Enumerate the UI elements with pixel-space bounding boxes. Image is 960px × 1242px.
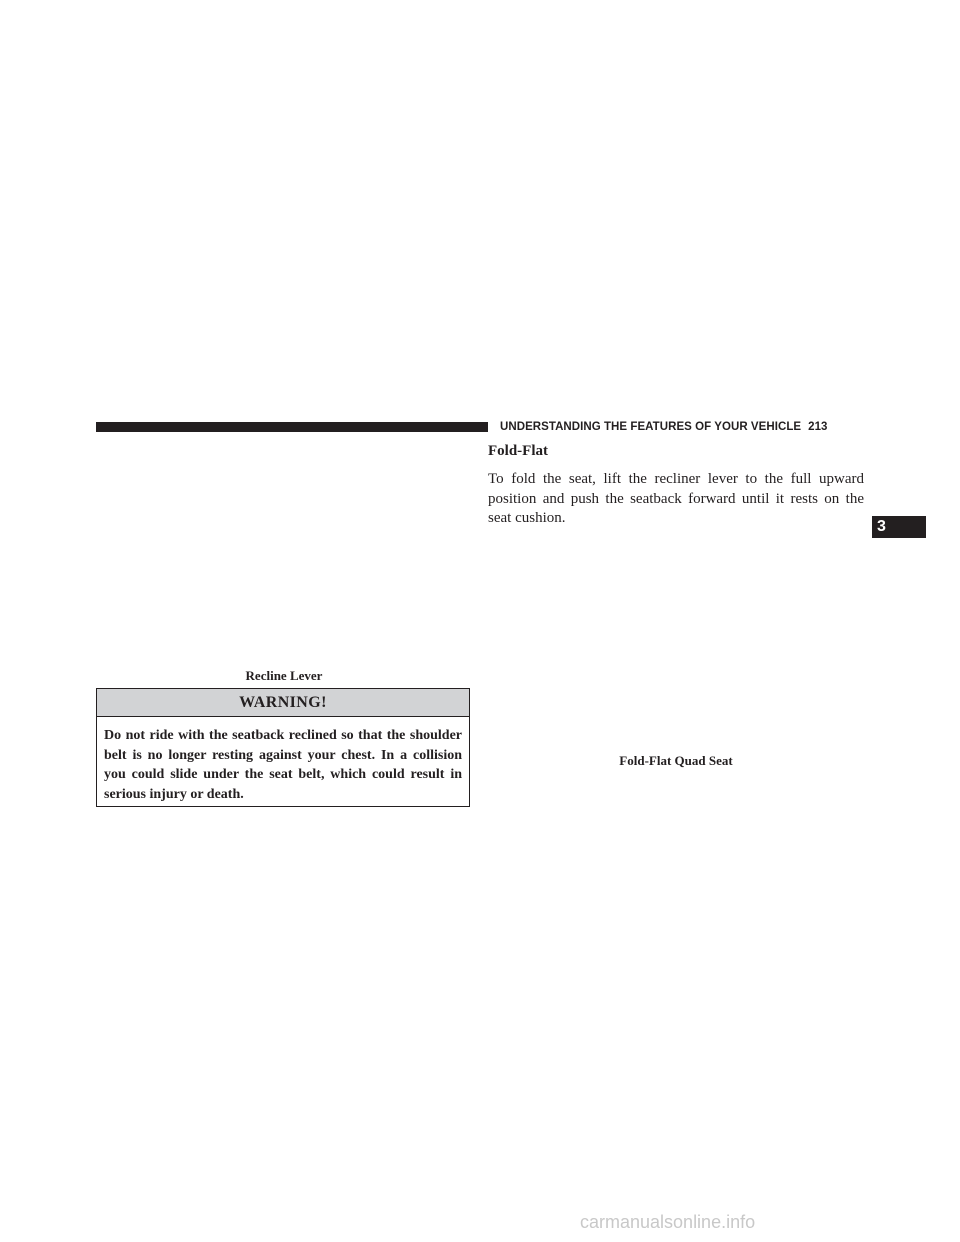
page-number: 213: [808, 421, 828, 433]
fold-flat-body: To fold the seat, lift the recliner lever to the full upward position and push the seatback forward until it rests on the seat cushion.: [488, 471, 864, 526]
fold-flat-seat-caption: Fold-Flat Quad Seat: [619, 753, 733, 768]
warning-title: WARNING!: [97, 689, 469, 717]
warning-text: Do not ride with the seatback reclined so that the shoulder belt is no longer resting against your chest. In a collision you could slide under the seat belt, which could result in serious injury or death.: [104, 728, 462, 802]
section-title: UNDERSTANDING THE FEATURES OF YOUR VEHICLE: [500, 421, 802, 433]
header-rule: [96, 422, 488, 432]
warning-box: [96, 688, 470, 807]
watermark: carmanualsonline.info: [580, 1212, 756, 1232]
fold-flat-heading: Fold-Flat: [488, 443, 548, 459]
recline-lever-caption: Recline Lever: [245, 668, 323, 683]
chapter-tab: 3: [872, 516, 926, 538]
running-header: [500, 420, 827, 434]
